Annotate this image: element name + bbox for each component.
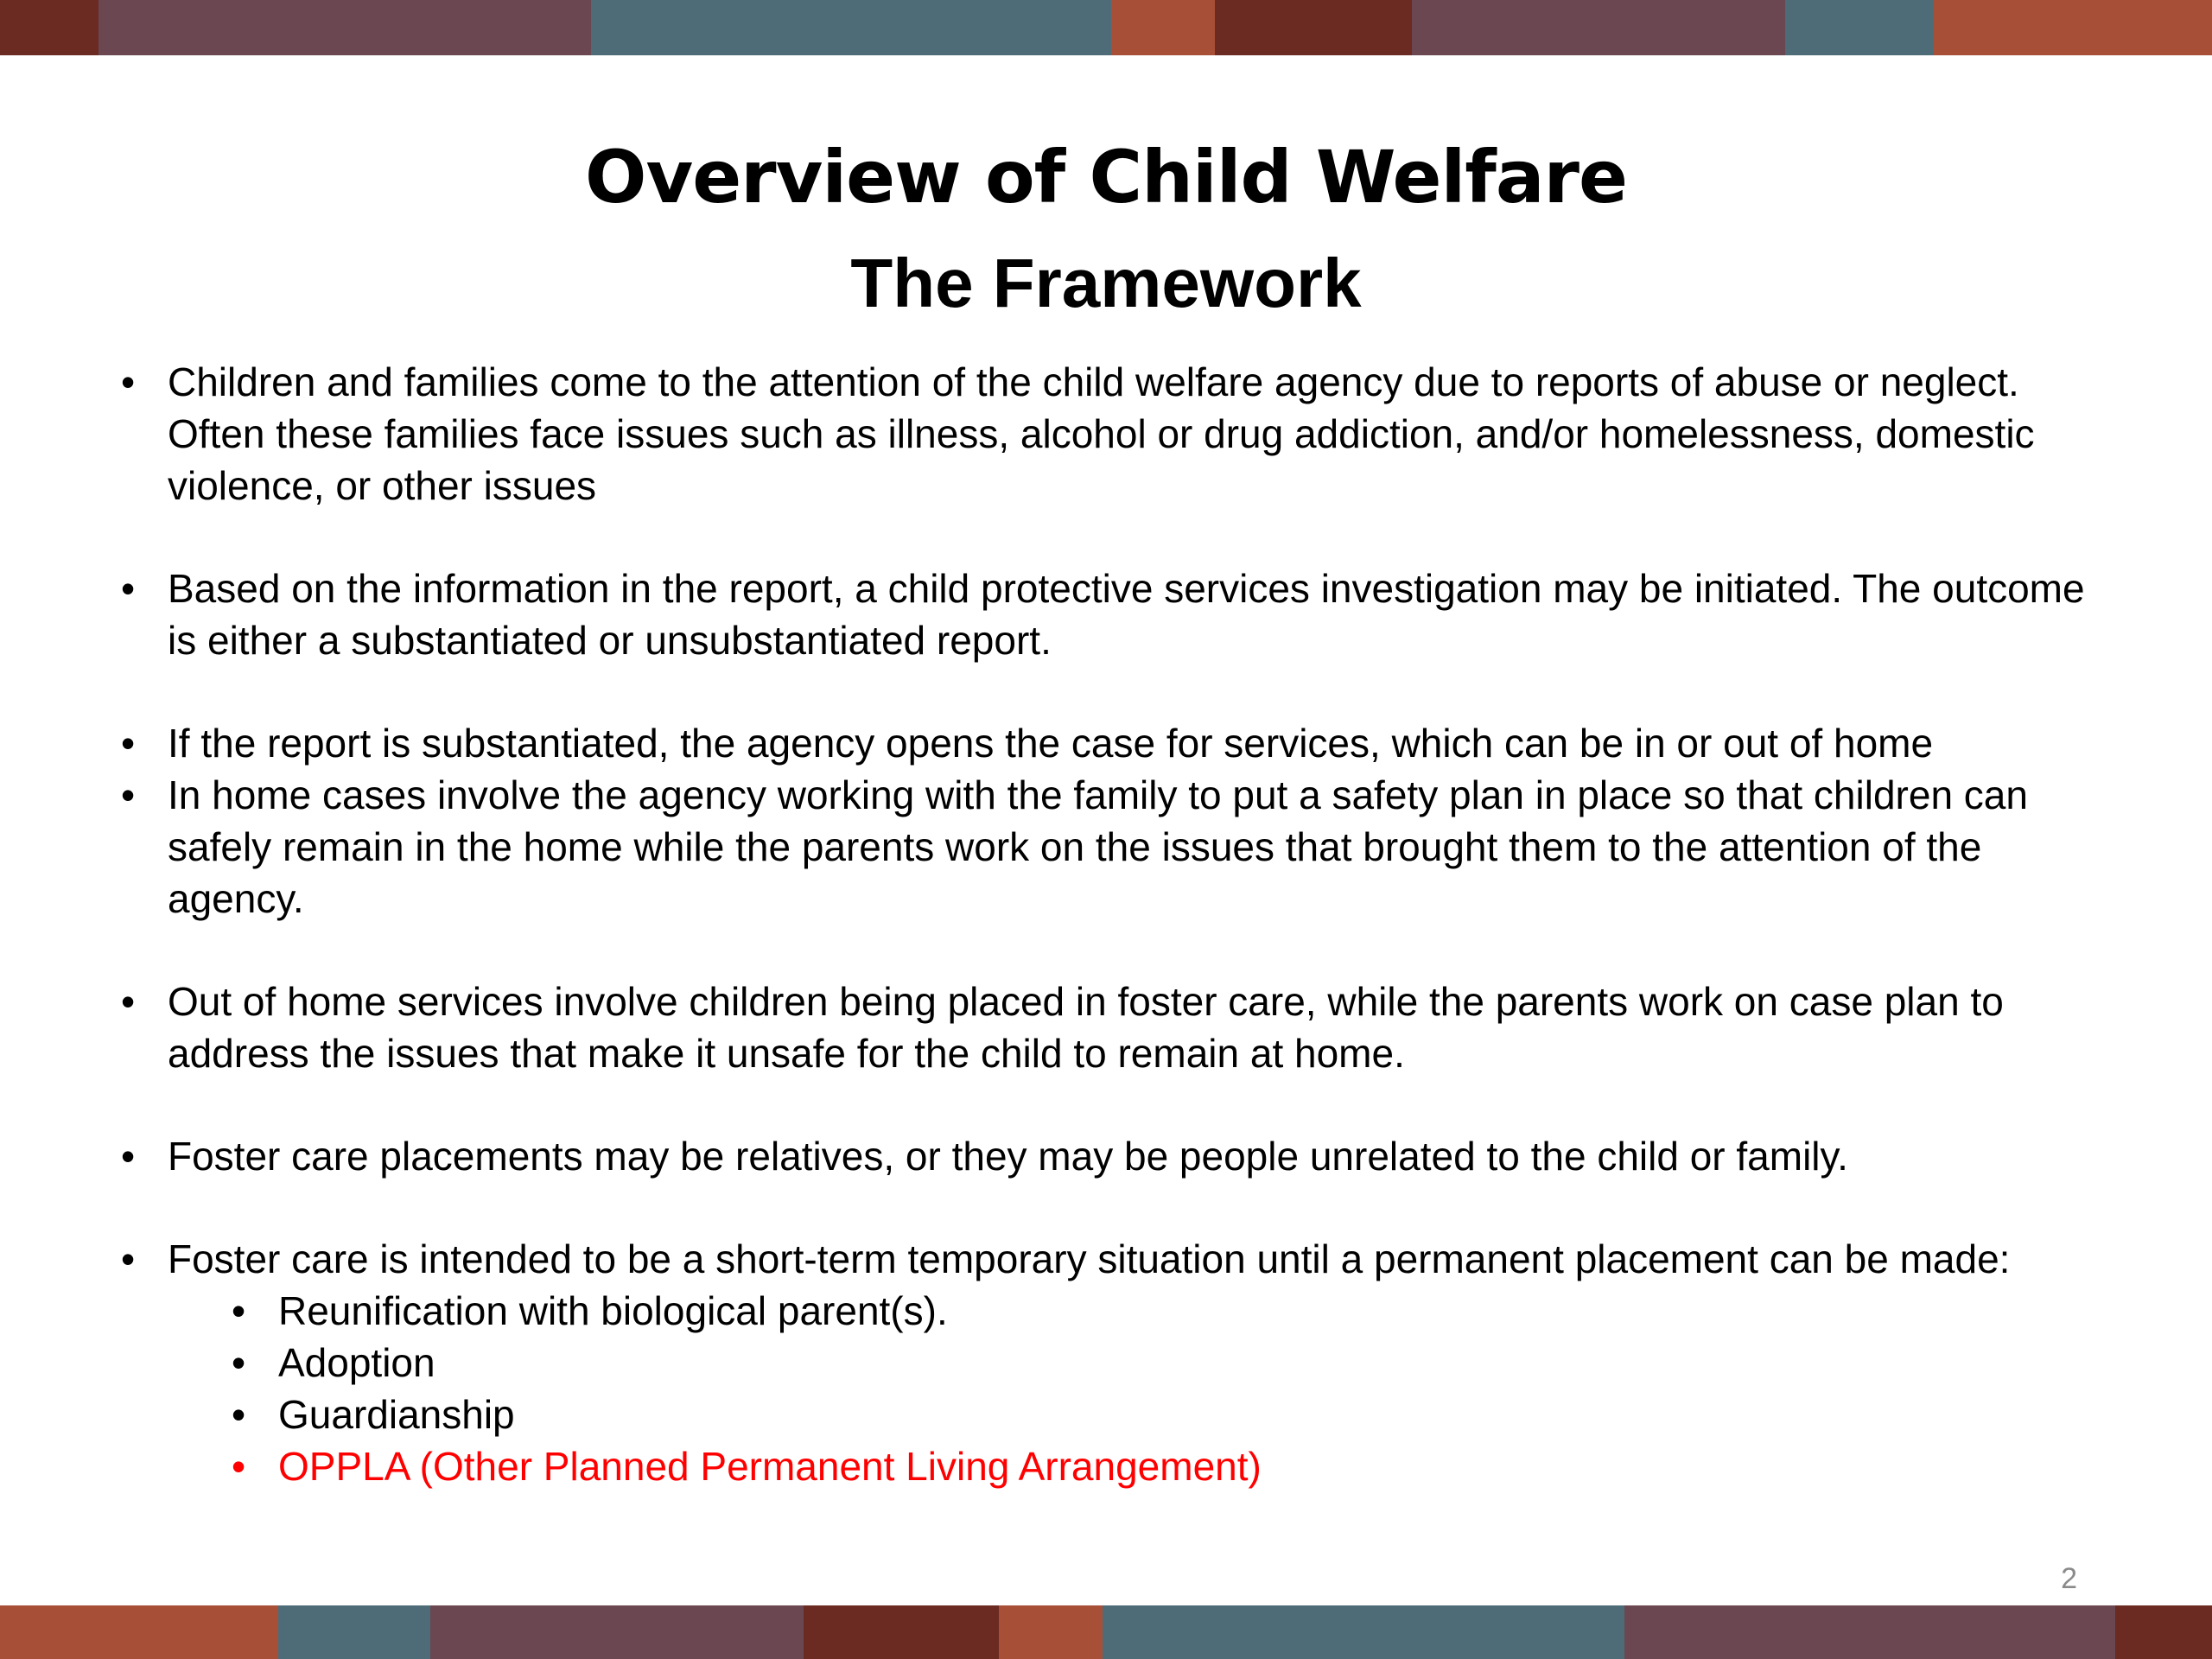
bullet-item: • In home cases involve the agency working with the family to put a safety plan in place so that children can safely remain in the home while the parents work on the issues that brought them to the attention of the agency. — [121, 769, 2100, 925]
bullet-item: • Out of home services involve children being placed in foster care, while the parents work on case plan to address the issues that make it unsafe for the child to remain at home. — [121, 976, 2100, 1079]
top-decorative-band — [0, 0, 2212, 55]
bullet-item: • Children and families come to the attention of the child welfare agency due to reports of abuse or neglect. Often these families face issues such as illness, alcohol or drug addiction, and/or homelessness, domestic violence, or other issues — [121, 356, 2100, 512]
page-number: 2 — [2061, 1562, 2077, 1595]
slide-subtitle: The Framework — [850, 245, 1362, 321]
slide-title: Overview of Child Welfare — [585, 135, 1627, 219]
bullet-item: • Foster care placements may be relatives, or they may be people unrelated to the child or family. — [121, 1130, 2100, 1182]
sub-bullet-item: • Reunification with biological parent(s). — [232, 1285, 2100, 1337]
bullet-item: • Based on the information in the report, a child protective services investigation may be initiated. The outcome is either a substantiated or unsubstantiated report. — [121, 563, 2100, 666]
bullet-list — [121, 356, 2100, 1492]
bullet-item: • If the report is substantiated, the agency opens the case for services, which can be in or out of home — [121, 717, 2100, 769]
sub-bullet-item-highlighted: • OPPLA (Other Planned Permanent Living Arrangement) — [232, 1440, 2100, 1492]
sub-bullet-item: • Guardianship — [232, 1389, 2100, 1440]
bullet-item: • Foster care is intended to be a short-term temporary situation until a permanent placement can be made: — [121, 1233, 2100, 1285]
sub-bullet-item: • Adoption — [232, 1337, 2100, 1389]
bottom-decorative-band — [0, 1605, 2212, 1659]
